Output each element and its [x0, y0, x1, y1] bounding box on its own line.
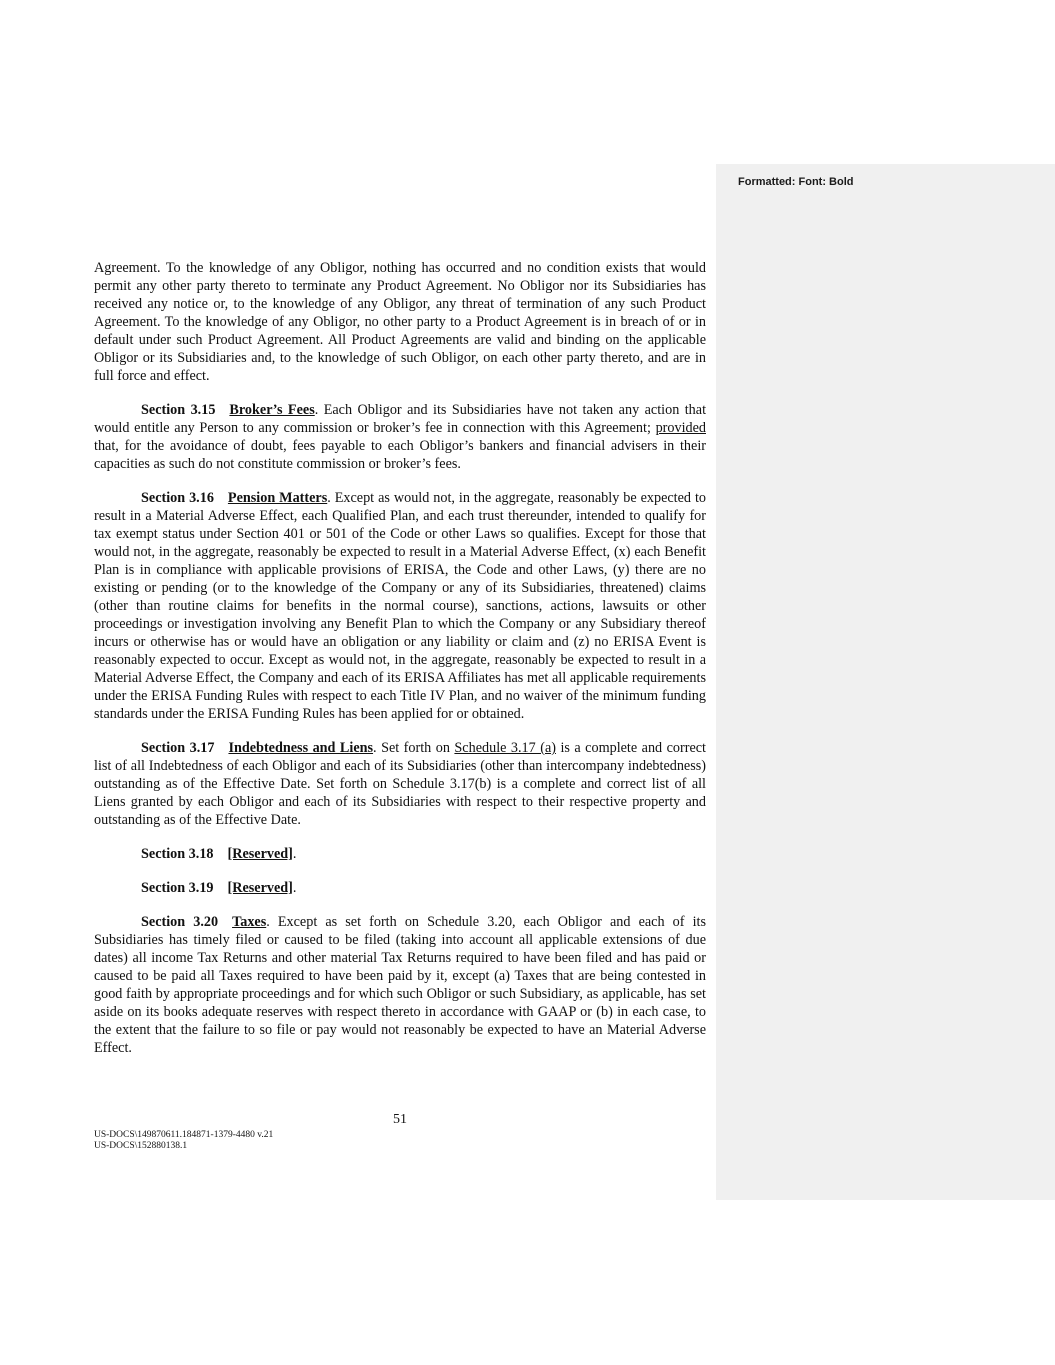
section-title: Pension Matters [227, 490, 328, 506]
intro-paragraph: Agreement. To the knowledge of any Obligor, nothing has occurred and no condition exists that would permit any other party thereto to terminate any Product Agreement. No Obligor nor its Subsidiaries has received any notice or, to the knowledge of any Obligor, any threat of termination of any such Product Agreement. To the knowledge of any Obligor, no other party to a Product Agreement is in breach of or in default under such Product Agreement. All Product Agreements are valid and binding on the applicable Obligor or its Subsidiaries and, to the knowledge of such Obligor, on each other party thereto, and are in full force and effect. [94, 260, 706, 384]
section-text: . Set forth on [373, 740, 455, 756]
comment-pane [716, 164, 1055, 1200]
document-body [94, 259, 706, 1073]
section-title: [Reserved] [227, 846, 293, 862]
section-text-cont: that, for the avoidance of doubt, fees payable to each Obligor’s bankers and financial advisers in their capacities as such do not constitute commission or broker’s fees. [94, 438, 706, 472]
section-number: Section 3.15 [141, 402, 216, 418]
section-title: Taxes [232, 914, 267, 930]
section-text-cont: is a complete and correct list of all Indebtedness of each Obligor and each of its Subsidiaries (other than intercompany indebtedness) outstanding as of the Effective Date. Set forth on Schedule 3.17(b) is a complete and correct list of all Liens granted by each Obligor and each of its Subsidiaries with respect to their respective property and outstanding as of the Effective Date. [94, 740, 706, 828]
formatting-comment[interactable]: Formatted: Font: Bold [738, 176, 854, 188]
doc-id-secondary: US-DOCS\152880138.1 [94, 1141, 188, 1151]
section-3-18 [94, 845, 706, 863]
section-number: Section 3.18 [141, 846, 214, 862]
section-text: . Each Obligor and its Subsidiaries have not taken any action that would entitle any Person to any commission or broker’s fee in connection with this Agreement; [94, 402, 707, 436]
page-number: 51 [393, 1112, 407, 1127]
document-ids [94, 1130, 273, 1152]
doc-id-primary: US-DOCS\149870611.184871-1379-4480 v.21 [94, 1130, 274, 1140]
section-number: Section 3.16 [141, 490, 214, 506]
section-3-15 [94, 401, 706, 473]
section-text: . Except as would not, in the aggregate, reasonably be expected to result in a Material Adverse Effect, each Qualified Plan, and each trust thereunder, intended to qualify for tax exempt status under Section 401 or 501 of the Code or other Laws so qualifies. Except for those that would not, in the aggregate, reasonably be expected to result in a Material Adverse Effect, (x) each Benefit Plan is in compliance with applicable provisions of ERISA, the Code and other Laws, (y) there are no existing or pending (or to the knowledge of the Company or any of its Subsidiaries, threatened) claims (other than routine claims for benefits in the normal course), sanctions, actions, lawsuits or other proceedings or investigation involving any Benefit Plan to which the Company or any Subsidiary thereof incurs or otherwise has or would have an obligation or any liability or claim and (z) no ERISA Event is reasonably expected to occur. Except as would not, in the aggregate, reasonably be expected to result in a Material Adverse Effect, the Company and each of its ERISA Affiliates has met all applicable requirements under the ERISA Funding Rules with respect to each Title IV Plan, and no waiver of the minimum funding standards under the ERISA Funding Rules has been applied for or obtained. [94, 490, 706, 722]
section-3-16 [94, 489, 706, 723]
section-title: Indebtedness and Liens [228, 740, 374, 756]
section-3-20 [94, 913, 706, 1057]
section-title: Broker’s Fees [229, 402, 315, 418]
section-end: . [292, 846, 297, 862]
provided-term: provided [655, 420, 706, 436]
section-number: Section 3.17 [141, 740, 215, 756]
section-3-19 [94, 879, 706, 897]
section-3-17 [94, 739, 706, 829]
schedule-reference: Schedule 3.17 (a) [454, 740, 556, 756]
section-title: [Reserved] [227, 880, 293, 896]
section-text: . Except as set forth on Schedule 3.20, each Obligor and each of its Subsidiaries has timely filed or caused to be filed (taking into account all applicable extensions of due dates) all income Tax Returns and other material Tax Returns required to have been filed and has paid or caused to be paid all Taxes required to have been paid by it, except (a) Taxes that are being contested in good faith by appropriate proceedings and for which such Obligor or such Subsidiary, as applicable, has set aside on its books adequate reserves with respect thereto in accordance with GAAP or (b) in each case, to the extent that the failure to so file or pay would not reasonably be expected to have an Material Adverse Effect. [94, 914, 706, 1056]
section-number: Section 3.20 [141, 914, 219, 930]
section-number: Section 3.19 [141, 880, 214, 896]
section-end: . [292, 880, 297, 896]
